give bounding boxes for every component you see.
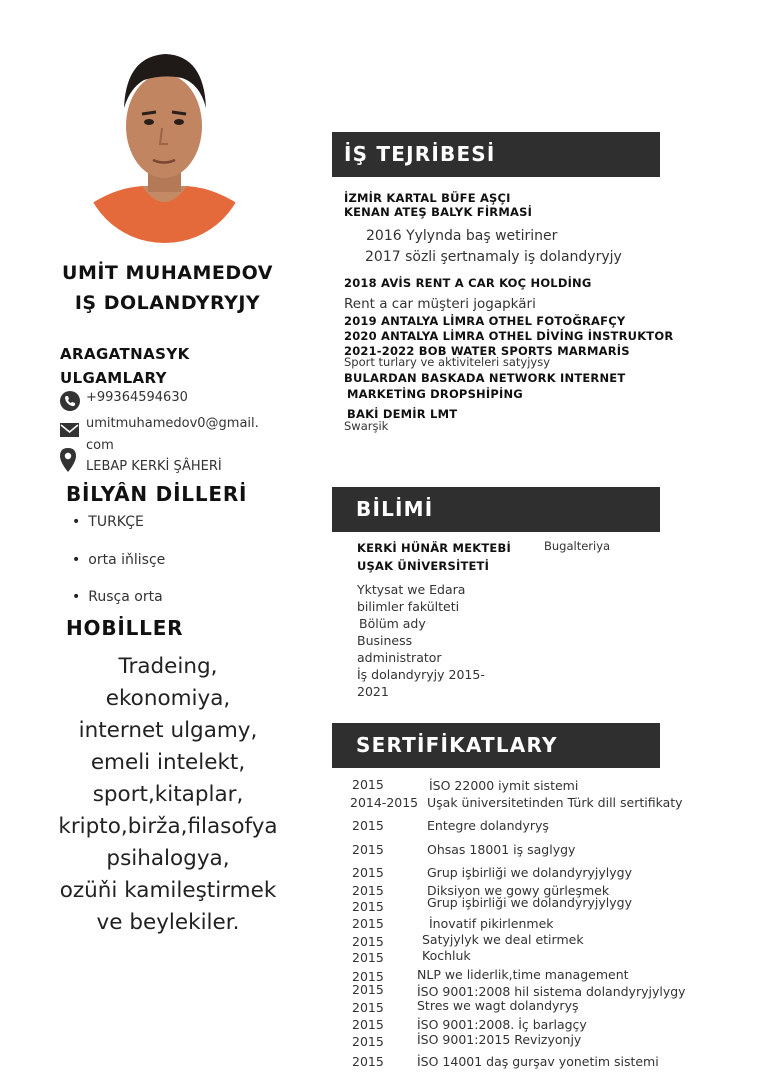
hobby-line: ve beylekiler.: [96, 910, 240, 935]
education-detail-line: administrator: [357, 650, 442, 665]
certificate-year: 2015: [352, 883, 384, 898]
experience-line: BAKİ DEMİR LMT: [347, 407, 458, 421]
language-item: • TURKÇE: [72, 514, 144, 530]
language-item: • orta iňlisçe: [72, 552, 165, 568]
experience-line: Swarşik: [344, 419, 389, 433]
certificate-year: 2015: [352, 899, 384, 914]
certificate-name: Satyjylyk we deal etirmek: [422, 932, 584, 947]
certificate-name: İSO 9001:2008 hil sistema dolandyryjylygy: [417, 984, 686, 999]
certificate-year: 2015: [352, 1034, 384, 1049]
certificate-year: 2015: [352, 916, 384, 931]
experience-line: KENAN ATEŞ BALYK FİRMASİ: [344, 205, 533, 219]
education-detail-line: bilimler fakülteti: [357, 599, 460, 614]
education-heading: BİLİMİ: [332, 487, 660, 532]
certificate-year: 2014-2015: [350, 795, 419, 810]
certificate-year: 2015: [352, 818, 384, 833]
education-school: KERKİ HÜNÄR MEKTEBİ: [357, 541, 511, 555]
hobby-line: psihalogya,: [106, 846, 230, 871]
person-name: UMİT MUHAMEDOV: [62, 262, 273, 284]
education-school: UŞAK ÜNİVERSİTETİ: [357, 559, 490, 573]
certificate-year: 2015: [352, 777, 384, 792]
certificate-name: Grup işbirliği we dolandyryjylygy: [427, 865, 632, 880]
hobby-line: Tradeing,: [118, 654, 218, 679]
certificate-name: İSO 9001:2015 Revizyonjy: [417, 1032, 582, 1047]
email-line1: umitmuhamedov0@gmail.: [86, 416, 259, 431]
experience-line: Sport turlary ve aktiviteleri satyjysy: [344, 355, 551, 369]
hobbies-text: [28, 651, 308, 939]
certificate-name: İSO 14001 daş gurşav yonetim sistemi: [417, 1054, 659, 1069]
education-detail-line: Yktysat we Edara: [357, 582, 466, 597]
certificate-name: Entegre dolandyryş: [427, 818, 549, 833]
education-detail-line: İş dolandyryjy 2015-: [357, 667, 485, 682]
certificate-year: 2015: [352, 969, 384, 984]
education-details: [357, 581, 517, 700]
phone-icon: [60, 391, 80, 411]
experience-heading: İŞ TEJRİBESİ: [332, 132, 660, 177]
hobby-line: emeli intelekt,: [90, 750, 246, 775]
hobby-line: internet ulgamy,: [78, 718, 258, 743]
profile-photo: [82, 38, 247, 243]
experience-line: MARKETİNG DROPSHİPİNG: [347, 387, 523, 401]
hobbies-heading: HOBİLLER: [66, 616, 184, 640]
education-detail-line: 2021: [357, 684, 389, 699]
certificate-name: Uşak üniversitetinden Türk dill sertifikaty: [427, 795, 683, 810]
certificate-name: Kochluk: [422, 948, 471, 963]
contact-heading-line2: ULGAMLARY: [60, 369, 167, 387]
experience-line: 2019 ANTALYA LİMRA OTHEL FOTOĞRAFÇY: [344, 314, 626, 328]
certificate-year: 2015: [352, 842, 384, 857]
education-detail-line: Bölüm ady: [359, 616, 426, 631]
experience-line: 2018 AVİS RENT A CAR KOÇ HOLDİNG: [344, 276, 592, 290]
contact-heading: [60, 342, 260, 390]
location-pin-icon: [60, 448, 76, 476]
certificate-name: İSO 22000 iymit sistemi: [429, 778, 579, 793]
address-text: LEBAP KERKİ ŞÂHERİ: [86, 459, 222, 474]
certificate-year: 2015: [352, 1017, 384, 1032]
language-item: • Rusça orta: [72, 589, 163, 605]
name-block: [30, 258, 305, 318]
certificate-name: Diksiyon we gowy gürleşmek: [427, 883, 610, 898]
experience-line: 2016 Yylynda baş wetiriner: [366, 228, 558, 244]
languages-heading: BİLYÂN DİLLERİ: [66, 482, 248, 506]
hobby-line: ekonomiya,: [105, 686, 231, 711]
certificate-year: 2015: [352, 934, 384, 949]
certificate-year: 2015: [352, 865, 384, 880]
experience-line: 2017 sözli şertnamaly iş dolandyryjy: [365, 249, 622, 265]
certificate-year: 2015: [352, 982, 384, 997]
certificate-name: NLP we liderlik,time management: [417, 967, 629, 982]
certificate-year: 2015: [352, 1054, 384, 1069]
person-title: IŞ DOLANDYRYJY: [74, 292, 261, 314]
hobby-line: ozüňi kamileştirmek: [59, 878, 277, 903]
experience-line: İZMİR KARTAL BÜFE AŞÇI: [344, 191, 511, 205]
hobby-line: sport,kitaplar,: [92, 782, 244, 807]
certificate-name: Ohsas 18001 iş saglygy: [427, 842, 576, 857]
certificate-name: İSO 9001:2008. İç barlagçy: [417, 1017, 587, 1032]
certificate-year: 2015: [352, 1000, 384, 1015]
experience-line: Rent a car müşteri jogapkäri: [344, 296, 536, 312]
hobby-line: kripto,birža,filasofya: [58, 814, 278, 839]
experience-line: 2021-2022 BOB WATER SPORTS MARMARİS: [344, 344, 630, 358]
phone-text: +99364594630: [86, 390, 188, 405]
contact-heading-line1: ARAGATNASYK: [60, 345, 190, 363]
mail-icon: [60, 423, 79, 437]
certificate-year: 2015: [352, 950, 384, 965]
certificate-name: İnovatif pikirlenmek: [429, 916, 554, 931]
certificates-heading: SERTİFİKATLARY: [332, 723, 660, 768]
certificate-name: Grup işbirliği we dolandyryjylygy: [427, 895, 632, 910]
experience-line: BULARDAN BASKADA NETWORK INTERNET: [344, 371, 626, 385]
experience-line: 2020 ANTALYA LİMRA OTHEL DİVİNG İNSTRUKTOR: [344, 329, 674, 343]
education-field: Bugalteriya: [544, 539, 611, 553]
email-line2: com: [86, 438, 114, 453]
education-detail-line: Business: [357, 633, 413, 648]
certificate-name: Stres we wagt dolandyryş: [417, 998, 579, 1013]
email-text: [86, 413, 259, 457]
